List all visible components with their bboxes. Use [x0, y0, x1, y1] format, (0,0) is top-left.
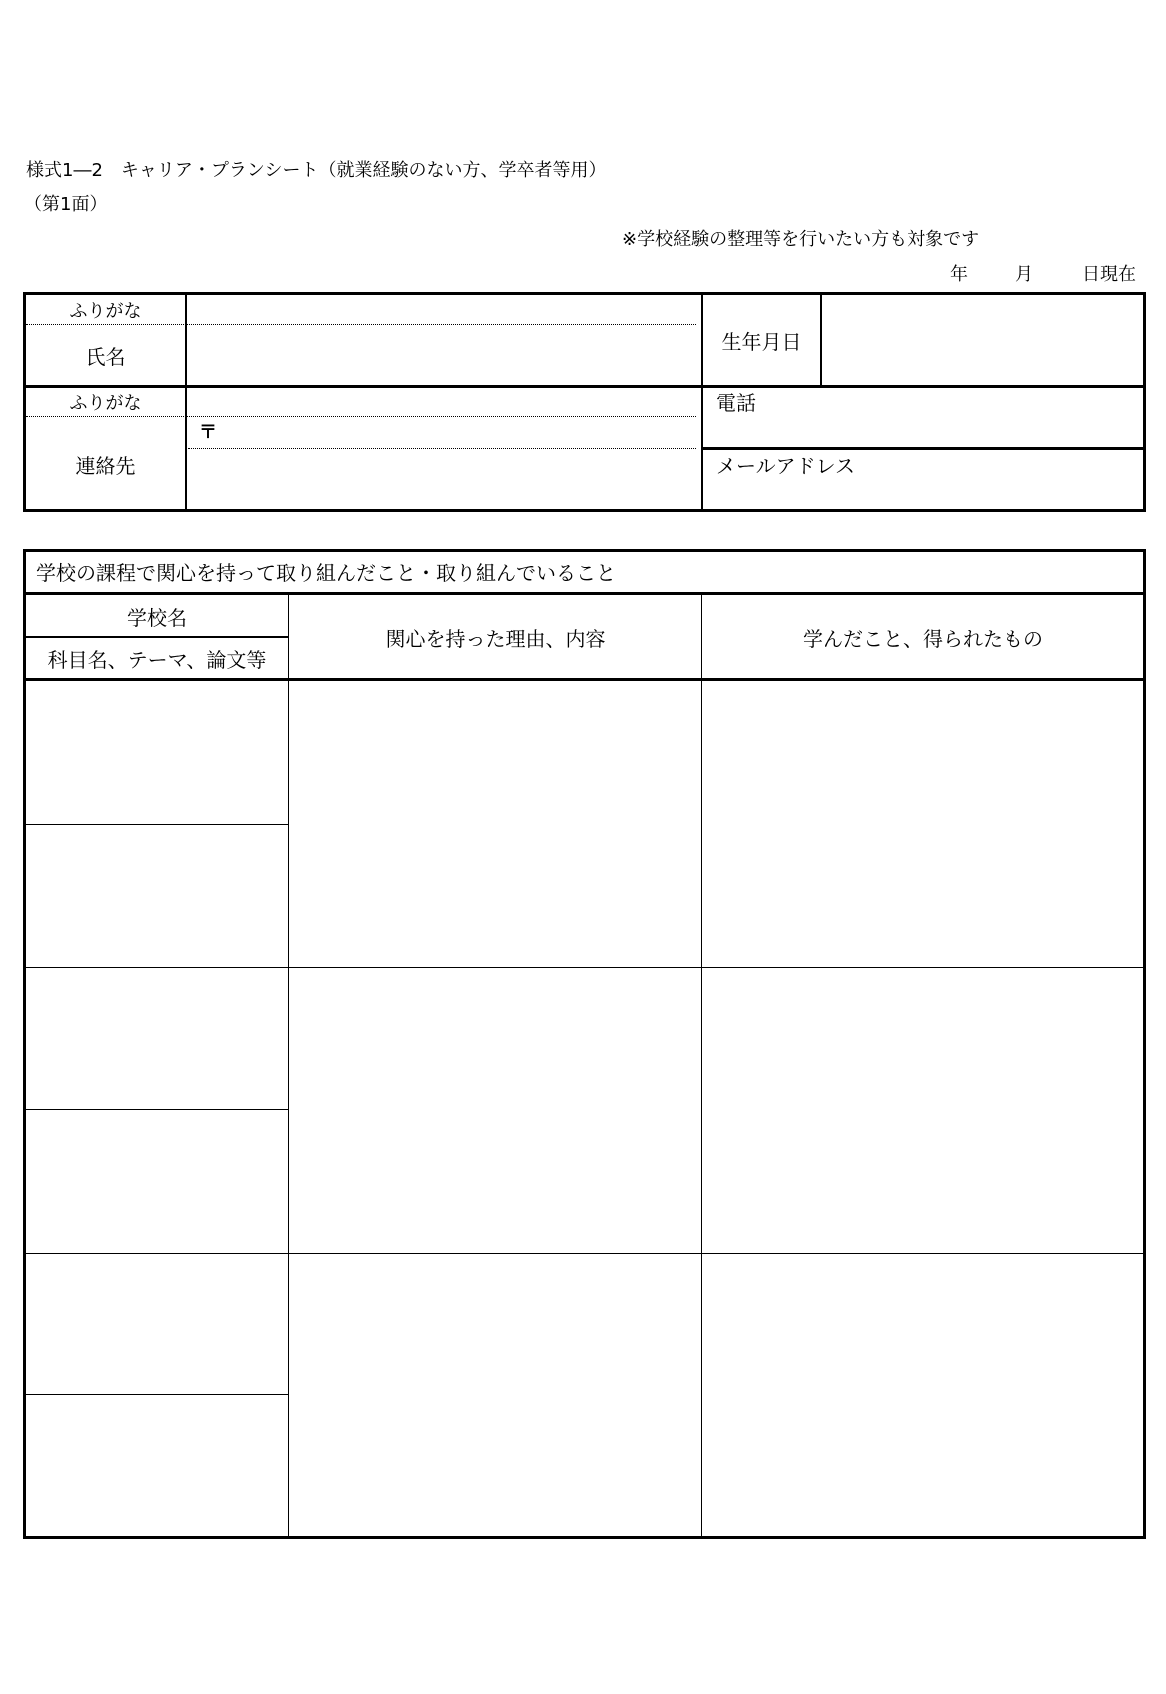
learned-header: 学んだこと、得られたもの: [803, 626, 1043, 651]
birthdate-label: 生年月日: [721, 329, 802, 354]
furigana-label: ふりがな: [69, 301, 142, 322]
form-title: 様式1―2 キャリア・プランシート（就業経験のない方、学卒者等用）: [26, 160, 607, 181]
birthdate-field[interactable]: [823, 296, 1143, 384]
target-note: ※学校経験の整理等を行いたい方も対象です: [622, 229, 980, 250]
furigana-label-2: ふりがな: [69, 393, 142, 414]
phone-label: 電話: [716, 391, 756, 415]
reason-header: 関心を持った理由、内容: [385, 626, 606, 651]
date-year: 年: [950, 264, 968, 285]
date-day: 日現在: [1082, 264, 1136, 285]
name-field[interactable]: [188, 296, 698, 384]
name-label: 氏名: [85, 344, 126, 369]
school-name-header: 学校名: [127, 605, 187, 630]
postal-mark: 〒: [199, 422, 217, 443]
school-activities-table: [23, 549, 1146, 1539]
date-month: 月: [1015, 264, 1033, 285]
section-title: 学校の課程で関心を持って取り組んだこと・取り組んでいること: [36, 561, 616, 585]
page-label: （第1面）: [24, 194, 108, 215]
email-label: メールアドレス: [716, 454, 855, 478]
contact-label: 連絡先: [75, 453, 136, 478]
address-field[interactable]: [188, 450, 698, 508]
subject-header: 科目名、テーマ、論文等: [47, 647, 267, 672]
